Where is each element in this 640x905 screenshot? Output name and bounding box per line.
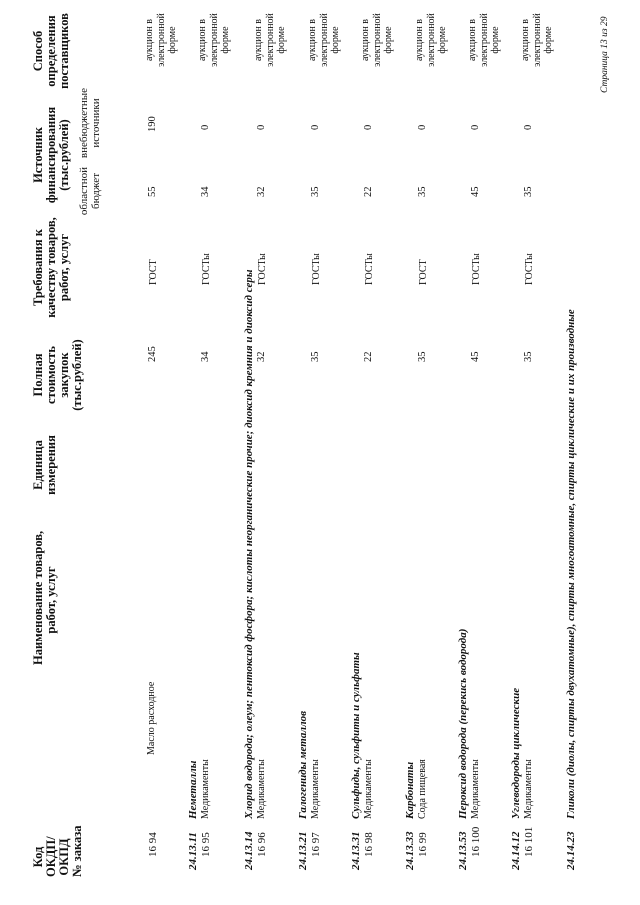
group-name: Пероксид водорода (перекись водорода): [457, 628, 469, 819]
row-method: аукцион в электронной форме: [307, 13, 341, 67]
group-code: 24.13.53: [457, 831, 469, 870]
row-requirements: ГОСТы: [524, 253, 535, 285]
header-unit: Единица измерения: [31, 435, 58, 495]
row-cost: 35: [310, 351, 321, 362]
row-code: 16 95: [200, 832, 212, 857]
header-source: Источник финансирования (тыс.рублей): [31, 106, 71, 204]
row-code: 16 98: [363, 832, 375, 857]
header-code: Код ОКДП/ ОКПД № заказа: [31, 825, 84, 877]
row-requirements: ГОСТы: [364, 253, 375, 285]
row-regional: 34: [200, 186, 211, 197]
row-name: Сода пищевая: [417, 759, 428, 819]
row-extra: 0: [256, 124, 267, 130]
row-method: аукцион в электронной форме: [144, 13, 178, 67]
row-name: Медикаменты: [523, 759, 534, 819]
row-method: аукцион в электронной форме: [197, 13, 231, 67]
row-requirements: ГОСТ: [148, 259, 159, 285]
row-code: 16 100: [470, 826, 482, 857]
row-cost: 245: [147, 346, 158, 362]
row-code: 16 99: [417, 832, 429, 857]
row-extra: 0: [310, 124, 321, 130]
row-extra: 0: [523, 124, 534, 130]
row-cost: 35: [417, 351, 428, 362]
group-code: 24.13.11: [187, 832, 199, 870]
header-extrabudget: внебюджетные источники: [78, 87, 102, 159]
row-name: Медикаменты: [256, 759, 267, 819]
page-number: Страница 13 из 29: [600, 16, 610, 93]
group-name: Гликоли (диолы, спирты двухатомные), спирты многоатомные, спирты циклические и их производные: [565, 309, 577, 819]
header-cost: Полная стоимость закупок (тыс.рублей): [31, 339, 84, 411]
row-code: 16 94: [147, 832, 159, 857]
row-extra: 0: [417, 124, 428, 130]
group-name: Неметаллы: [187, 760, 199, 819]
row-name: Масло расходное: [146, 681, 157, 755]
group-name: Хлорид водорода; олеум; пентоксид фосфора; кислоты неорганические прочие; диоксид кремния и диоксид серы: [243, 269, 255, 819]
row-cost: 34: [200, 351, 211, 362]
row-extra: 190: [147, 116, 158, 132]
row-regional: 35: [523, 186, 534, 197]
row-method: аукцион в электронной форме: [520, 13, 554, 67]
row-requirements: ГОСТы: [257, 253, 268, 285]
row-extra: 0: [363, 124, 374, 130]
group-name: Сульфиды, сульфиты и сульфаты: [350, 652, 362, 819]
group-code: 24.13.31: [350, 831, 362, 870]
group-code: 24.13.33: [404, 831, 416, 870]
row-name: Медикаменты: [363, 759, 374, 819]
row-name: Медикаменты: [200, 759, 211, 819]
row-regional: 35: [417, 186, 428, 197]
row-cost: 35: [523, 351, 534, 362]
row-code: 16 96: [256, 832, 268, 857]
row-name: Медикаменты: [310, 759, 321, 819]
row-method: аукцион в электронной форме: [253, 13, 287, 67]
group-code: 24.14.23: [565, 831, 577, 870]
row-regional: 45: [470, 186, 481, 197]
row-regional: 35: [310, 186, 321, 197]
row-regional: 22: [363, 186, 374, 197]
group-name: Углеводороды циклические: [510, 687, 522, 819]
row-extra: 0: [470, 124, 481, 130]
group-code: 24.13.14: [243, 831, 255, 870]
row-cost: 32: [256, 351, 267, 362]
row-requirements: ГОСТы: [201, 253, 212, 285]
row-cost: 45: [470, 351, 481, 362]
header-regional-budget: областной бюджет: [78, 166, 102, 216]
row-extra: 0: [200, 124, 211, 130]
row-name: Медикаменты: [470, 759, 481, 819]
row-code: 16 101: [523, 826, 535, 857]
row-method: аукцион в электронной форме: [360, 13, 394, 67]
row-requirements: ГОСТы: [471, 253, 482, 285]
header-requirements: Требования к качеству товаров, работ, услуг: [31, 217, 71, 318]
row-requirements: ГОСТ: [418, 259, 429, 285]
row-regional: 32: [256, 186, 267, 197]
row-requirements: ГОСТы: [311, 253, 322, 285]
group-code: 24.13.21: [297, 831, 309, 870]
row-method: аукцион в электронной форме: [414, 13, 448, 67]
row-regional: 55: [147, 186, 158, 197]
row-cost: 22: [363, 351, 374, 362]
group-name: Карбонаты: [404, 761, 416, 819]
header-method: Способ определения поставщиков: [31, 13, 71, 89]
row-method: аукцион в электронной форме: [467, 13, 501, 67]
row-code: 16 97: [310, 832, 322, 857]
header-name: Наименование товаров, работ, услуг: [31, 530, 58, 665]
group-code: 24.14.12: [510, 831, 522, 870]
group-name: Галогениды металлов: [297, 710, 309, 819]
